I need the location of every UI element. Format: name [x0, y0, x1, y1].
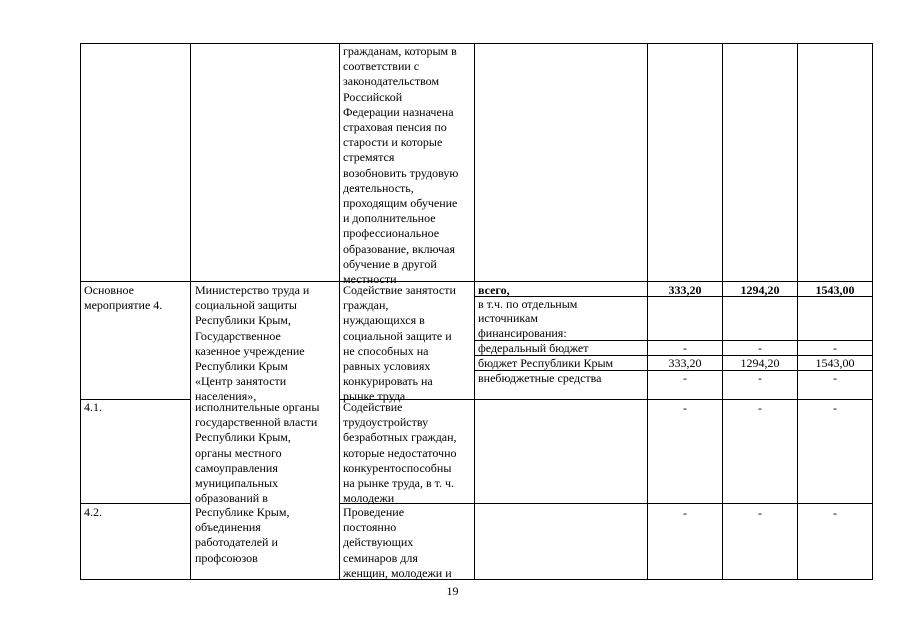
funding-extrabudget-v3: - — [833, 371, 837, 385]
row-4-1-v1: - — [683, 401, 687, 415]
funding-label-sources: в т.ч. по отдельным источникам финансирования: — [478, 297, 578, 340]
row-4-2-executor: Республике Крым, объединения работодателей и профсоюзов — [195, 505, 290, 565]
funding-label-regional: бюджет Республики Крым — [478, 356, 614, 370]
funding-total-v1: 333,20 — [668, 283, 702, 297]
row-4-1-name: 4.1. — [84, 400, 102, 414]
row-4-1-executor: исполнительные органы государственной власти Республики Крым, органы местного самоуправления муниципальных образований в — [195, 400, 320, 506]
row-4-2-name: 4.2. — [84, 505, 102, 519]
row-4-1-description: Содействие трудоустройству безработных граждан, которые недостаточно конкурентоспособны на рынке труда, в т. ч. молодежи — [343, 400, 457, 506]
funding-regional-v1: 333,20 — [668, 356, 702, 370]
main-event-executor: Министерство труда и социальной защиты Республики Крым, Государственное казенное учреждение Республики Крым «Центр занятости населения», — [195, 283, 310, 404]
row-4-2-v2: - — [758, 506, 762, 520]
row-4-1-v3: - — [833, 401, 837, 415]
funding-regional-v3: 1543,00 — [815, 356, 855, 370]
page-number: 19 — [446, 584, 459, 598]
row-4-2-description: Проведение постоянно действующих семинаров для женщин, молодежи и — [343, 505, 452, 580]
funding-extrabudget-v2: - — [758, 371, 762, 385]
funding-label-extrabudget: внебюджетные средства — [478, 371, 602, 385]
row-4-2-v1: - — [683, 506, 687, 520]
funding-label-total: всего, — [478, 283, 510, 297]
main-event-description: Содействие занятости граждан, нуждающихся в социальной защите и не способных на равных условиях конкурировать на рынке труда — [343, 283, 456, 404]
main-event-name: Основное мероприятие 4. — [84, 283, 163, 313]
row-4-2-v3: - — [833, 506, 837, 520]
funding-federal-v1: - — [683, 341, 687, 355]
funding-federal-v3: - — [833, 341, 837, 355]
funding-label-federal: федеральный бюджет — [478, 341, 589, 355]
row-4-1-v2: - — [758, 401, 762, 415]
funding-federal-v2: - — [758, 341, 762, 355]
funding-total-v2: 1294,20 — [740, 283, 780, 297]
funding-regional-v2: 1294,20 — [740, 356, 780, 370]
continuation-description: гражданам, которым в соответствии с законодательством Российской Федерации назначена страховая пенсия по старости и которые стремятся возобновить трудовую деятельность, проходящим обучение и дополнительное профессиональное образование, включая обучение в другой местности — [343, 44, 459, 287]
funding-extrabudget-v1: - — [683, 371, 687, 385]
funding-total-v3: 1543,00 — [815, 283, 855, 297]
